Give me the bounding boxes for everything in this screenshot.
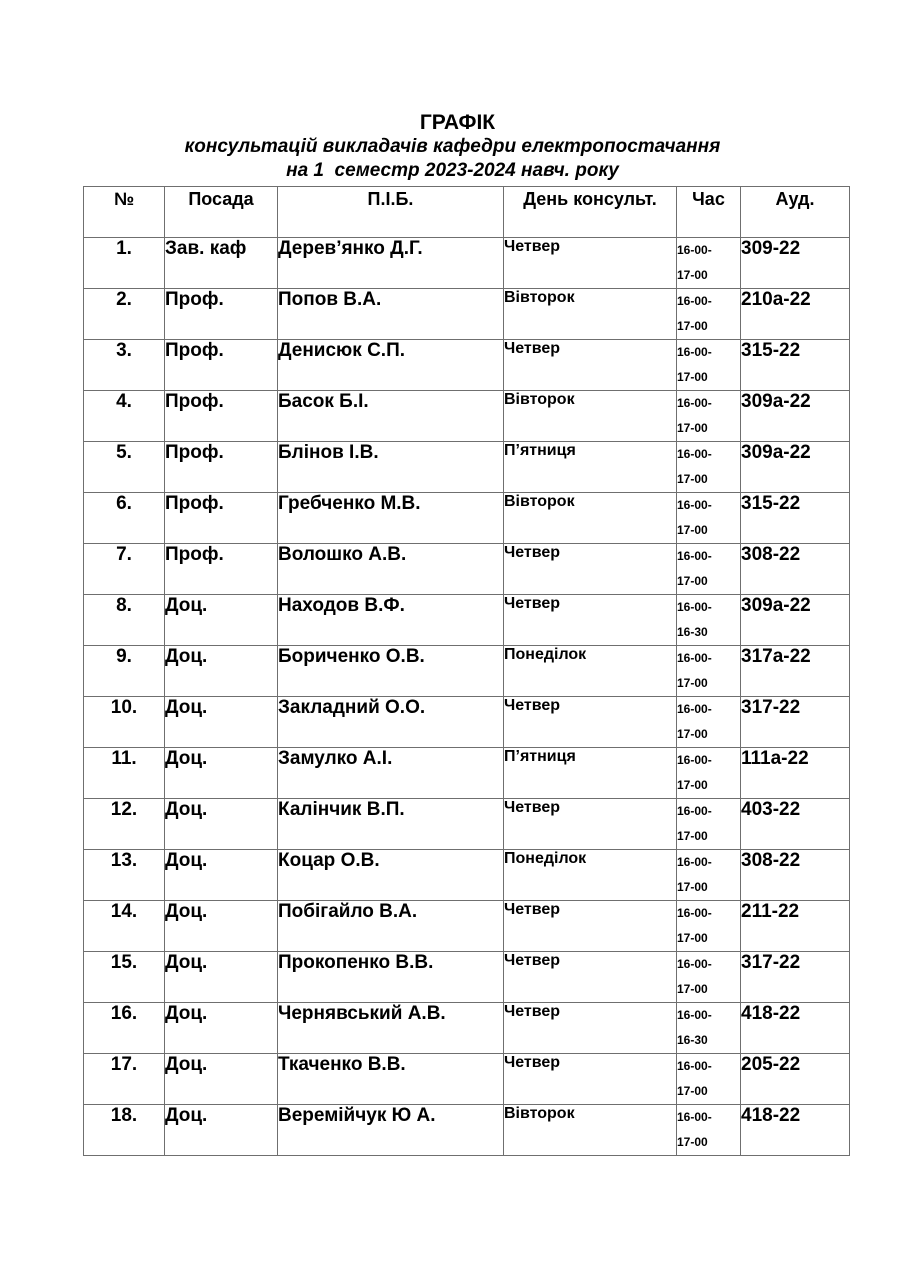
table-row [84,1054,850,1105]
cell-name-text: Коцар О.В. [278,850,380,871]
time-start: 16-00- [677,1110,712,1124]
cell-day-text: П’ятниця [504,748,576,765]
cell-time [677,748,741,799]
cell-room [741,952,850,1003]
cell-day [504,238,677,289]
table-row [84,238,850,289]
time-start: 16-00- [677,753,712,767]
cell-name-text: Блінов І.В. [278,442,379,463]
cell-day [504,340,677,391]
cell-room [741,391,850,442]
cell-number-text: 8. [116,595,132,616]
time-start: 16-00- [677,651,712,665]
cell-position-text: Проф. [165,493,224,514]
cell-name [278,595,504,646]
time-end: 17-00 [677,370,708,384]
time-start: 16-00- [677,447,712,461]
cell-name-text: Попов В.А. [278,289,382,310]
document-subtitle: консультацій викладачів кафедри електропостачання [184,136,721,157]
cell-day-text: П’ятниця [504,442,576,459]
cell-number-text: 6. [116,493,132,514]
cell-room [741,748,850,799]
cell-day [504,850,677,901]
table-row [84,544,850,595]
time-end: 17-00 [677,574,708,588]
cell-position-text: Доц. [165,646,208,667]
cell-time [677,1054,741,1105]
cell-day-text: Вівторок [504,493,575,510]
time-end: 16-30 [677,625,708,639]
cell-time [677,289,741,340]
cell-number [84,391,165,442]
time-start: 16-00- [677,957,712,971]
cell-room [741,850,850,901]
cell-position-text: Проф. [165,289,224,310]
cell-position [165,646,278,697]
cell-number [84,289,165,340]
cell-day [504,595,677,646]
cell-room [741,238,850,289]
cell-time [677,1003,741,1054]
cell-name [278,799,504,850]
cell-day-text: Четвер [504,1003,561,1020]
time-start: 16-00- [677,855,712,869]
cell-number-text: 4. [116,391,132,412]
cell-room [741,1054,850,1105]
cell-name [278,1054,504,1105]
cell-number-text: 13. [110,850,138,871]
cell-name-text: Находов В.Ф. [278,595,405,616]
cell-position [165,1003,278,1054]
cell-name-text: Замулко А.І. [278,748,393,769]
cell-position-text: Проф. [165,391,224,412]
time-start: 16-00- [677,294,712,308]
cell-name [278,1105,504,1156]
cell-number-text: 14. [110,901,138,922]
document-title: ГРАФІК [419,111,496,134]
table-row [84,595,850,646]
time-start: 16-00- [677,702,712,716]
cell-number-text: 2. [116,289,132,310]
cell-name [278,391,504,442]
cell-position-text: Доц. [165,697,208,718]
cell-room-text: 317-22 [741,697,801,718]
cell-name-text: Закладний О.О. [278,697,426,718]
cell-position [165,850,278,901]
time-end: 17-00 [677,421,708,435]
cell-name-text: Дерев’янко Д.Г. [278,238,423,259]
time-end: 16-30 [677,1033,708,1047]
cell-day-text: Вівторок [504,391,575,408]
cell-number-text: 5. [116,442,132,463]
table-row [84,340,850,391]
cell-time [677,850,741,901]
cell-position-text: Доц. [165,595,208,616]
cell-position [165,442,278,493]
time-start: 16-00- [677,549,712,563]
table-row [84,493,850,544]
cell-day [504,697,677,748]
cell-number [84,748,165,799]
time-start: 16-00- [677,1059,712,1073]
table-row [84,1003,850,1054]
table-row [84,952,850,1003]
cell-time [677,544,741,595]
cell-room-text: 111а-22 [741,748,809,769]
cell-name-text: Калінчик В.П. [278,799,405,820]
cell-room-text: 309а-22 [741,391,811,412]
cell-room-text: 308-22 [741,850,801,871]
header-number: № [84,187,165,238]
cell-name [278,646,504,697]
cell-time [677,646,741,697]
table-row [84,646,850,697]
cell-name [278,952,504,1003]
cell-day [504,646,677,697]
cell-room [741,697,850,748]
cell-room [741,1003,850,1054]
cell-number [84,1105,165,1156]
cell-room-text: 315-22 [741,493,801,514]
cell-number [84,1003,165,1054]
cell-number [84,901,165,952]
cell-position-text: Доц. [165,850,208,871]
table-row [84,289,850,340]
cell-number [84,952,165,1003]
time-start: 16-00- [677,906,712,920]
cell-number [84,340,165,391]
consultation-schedule-table [83,186,850,1156]
cell-position [165,952,278,1003]
cell-room [741,1105,850,1156]
cell-name [278,442,504,493]
cell-room [741,646,850,697]
time-end: 17-00 [677,931,708,945]
cell-room-text: 403-22 [741,799,801,820]
cell-position [165,595,278,646]
cell-day-text: Четвер [504,901,561,918]
cell-day-text: Четвер [504,1054,561,1071]
cell-name [278,340,504,391]
cell-number [84,697,165,748]
table-row [84,1105,850,1156]
cell-position-text: Доц. [165,1003,208,1024]
cell-name-text: Гребченко М.В. [278,493,421,514]
table-body [84,238,850,1156]
cell-room [741,493,850,544]
cell-name-text: Ткаченко В.В. [278,1054,406,1075]
cell-position [165,799,278,850]
cell-number [84,1054,165,1105]
cell-number [84,595,165,646]
cell-position-text: Доц. [165,1054,208,1075]
cell-position-text: Проф. [165,442,224,463]
cell-position [165,289,278,340]
cell-number [84,442,165,493]
cell-name-text: Веремійчук Ю А. [278,1105,436,1126]
cell-name-text: Побігайло В.А. [278,901,418,922]
cell-day [504,289,677,340]
cell-name [278,1003,504,1054]
cell-number-text: 16. [110,1003,138,1024]
time-start: 16-00- [677,243,712,257]
cell-name [278,493,504,544]
cell-position-text: Доц. [165,901,208,922]
cell-position [165,1105,278,1156]
cell-room [741,901,850,952]
cell-room-text: 308-22 [741,544,801,565]
cell-room [741,544,850,595]
cell-time [677,340,741,391]
cell-room-text: 418-22 [741,1105,801,1126]
cell-name [278,238,504,289]
cell-day [504,799,677,850]
header-time: Час [677,187,741,238]
time-start: 16-00- [677,600,712,614]
cell-position [165,1054,278,1105]
table-row [84,850,850,901]
cell-time [677,1105,741,1156]
cell-time [677,901,741,952]
cell-name-text: Басок Б.І. [278,391,369,412]
cell-position [165,901,278,952]
table-row [84,697,850,748]
time-end: 17-00 [677,1135,708,1149]
cell-number [84,799,165,850]
header-day: День консульт. [504,187,677,238]
cell-room [741,340,850,391]
document-header [0,110,905,182]
cell-position [165,748,278,799]
cell-name [278,850,504,901]
cell-room [741,289,850,340]
cell-day [504,952,677,1003]
cell-day-text: Четвер [504,595,561,612]
cell-position [165,697,278,748]
cell-name-text: Денисюк С.П. [278,340,406,361]
cell-name-text: Прокопенко В.В. [278,952,434,973]
cell-room-text: 309а-22 [741,442,811,463]
cell-room-text: 211-22 [741,901,800,922]
time-end: 17-00 [677,829,708,843]
cell-number-text: 10. [110,697,138,718]
cell-time [677,442,741,493]
cell-position-text: Доц. [165,1105,208,1126]
table-row [84,748,850,799]
cell-day-text: Четвер [504,952,561,969]
cell-name-text: Чернявський А.В. [278,1003,446,1024]
cell-position [165,544,278,595]
time-end: 17-00 [677,778,708,792]
header-position: Посада [165,187,278,238]
cell-number-text: 18. [110,1105,138,1126]
cell-day [504,1003,677,1054]
cell-number [84,238,165,289]
cell-time [677,391,741,442]
cell-day [504,391,677,442]
cell-day-text: Четвер [504,697,561,714]
cell-room-text: 315-22 [741,340,801,361]
cell-room-text: 205-22 [741,1054,801,1075]
cell-number [84,646,165,697]
time-end: 17-00 [677,676,708,690]
time-end: 17-00 [677,727,708,741]
cell-number [84,544,165,595]
cell-room-text: 210а-22 [741,289,811,310]
cell-room-text: 418-22 [741,1003,801,1024]
cell-position [165,238,278,289]
cell-day [504,748,677,799]
cell-number [84,493,165,544]
cell-position-text: Зав. каф [165,238,247,259]
cell-name [278,901,504,952]
cell-position-text: Доц. [165,799,208,820]
cell-number [84,850,165,901]
cell-room-text: 309а-22 [741,595,811,616]
cell-time [677,697,741,748]
cell-name [278,697,504,748]
cell-time [677,952,741,1003]
cell-position [165,340,278,391]
cell-day-text: Понеділок [504,646,587,663]
cell-day [504,901,677,952]
cell-day [504,493,677,544]
cell-number-text: 1. [116,238,132,259]
cell-room [741,442,850,493]
cell-number-text: 7. [116,544,132,565]
time-end: 17-00 [677,319,708,333]
table-header-row [84,187,850,238]
cell-position-text: Доц. [165,952,208,973]
cell-room-text: 317а-22 [741,646,811,667]
cell-day-text: Понеділок [504,850,587,867]
time-start: 16-00- [677,498,712,512]
table-row [84,442,850,493]
time-end: 17-00 [677,472,708,486]
time-start: 16-00- [677,345,712,359]
table-row [84,391,850,442]
cell-time [677,493,741,544]
header-name: П.І.Б. [278,187,504,238]
cell-day-text: Четвер [504,238,561,255]
cell-day-text: Четвер [504,544,561,561]
time-start: 16-00- [677,1008,712,1022]
cell-name [278,289,504,340]
cell-day [504,1105,677,1156]
cell-day-text: Вівторок [504,1105,575,1122]
cell-name-text: Бориченко О.В. [278,646,425,667]
cell-day-text: Четвер [504,340,561,357]
time-end: 17-00 [677,1084,708,1098]
time-start: 16-00- [677,804,712,818]
cell-time [677,799,741,850]
header-room: Ауд. [741,187,850,238]
cell-day [504,544,677,595]
cell-room [741,799,850,850]
time-end: 17-00 [677,982,708,996]
cell-room-text: 309-22 [741,238,801,259]
cell-day-text: Четвер [504,799,561,816]
cell-number-text: 11. [111,748,137,769]
time-end: 17-00 [677,880,708,894]
cell-position [165,391,278,442]
cell-number-text: 17. [110,1054,138,1075]
cell-number-text: 3. [116,340,132,361]
cell-name [278,748,504,799]
table-row [84,799,850,850]
document-subtitle-semester: на 1 семестр 2023-2024 навч. року [286,160,619,181]
time-end: 17-00 [677,268,708,282]
cell-number-text: 9. [116,646,132,667]
time-start: 16-00- [677,396,712,410]
cell-day-text: Вівторок [504,289,575,306]
cell-position-text: Проф. [165,340,224,361]
cell-name [278,544,504,595]
cell-room [741,595,850,646]
cell-day [504,442,677,493]
time-end: 17-00 [677,523,708,537]
cell-name-text: Волошко А.В. [278,544,407,565]
cell-room-text: 317-22 [741,952,801,973]
cell-time [677,595,741,646]
cell-number-text: 15. [110,952,138,973]
cell-position-text: Проф. [165,544,224,565]
cell-day [504,1054,677,1105]
cell-position-text: Доц. [165,748,208,769]
cell-number-text: 12. [110,799,138,820]
table-row [84,901,850,952]
cell-position [165,493,278,544]
cell-time [677,238,741,289]
